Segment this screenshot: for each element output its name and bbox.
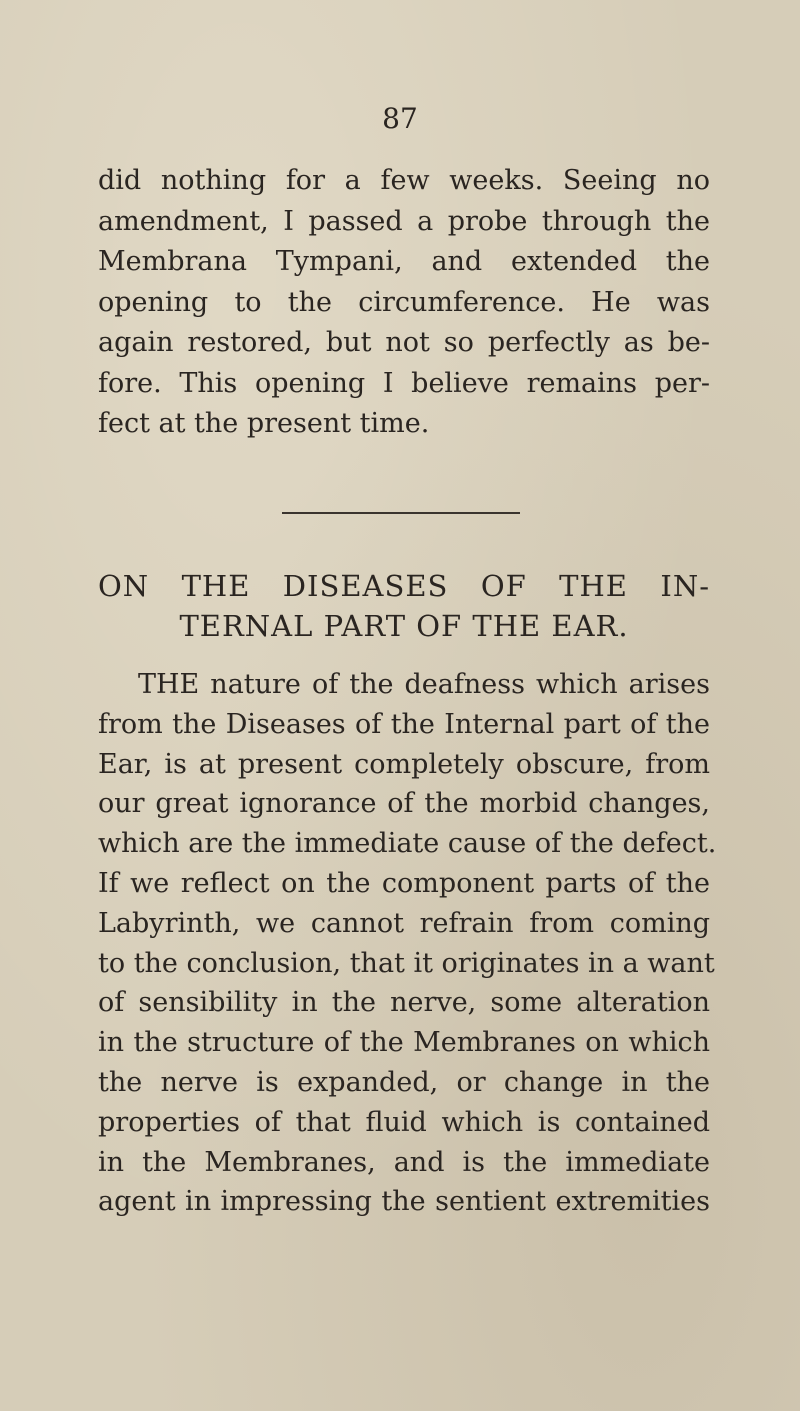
paragraph-text (98, 161, 710, 445)
text-line: the nerve is expanded, or change in the (98, 1066, 710, 1098)
page-number: 87 (382, 102, 418, 135)
paragraph-text (98, 665, 717, 1222)
text-line-first: THE nature of the deafness which arises (138, 669, 710, 700)
text-line: from the Diseases of the Internal part of the (98, 708, 710, 740)
text-line: If we reflect on the component parts of the (98, 867, 710, 899)
text-line: Labyrinth, we cannot refrain from coming (98, 907, 710, 939)
section-heading (98, 566, 710, 646)
section-divider (282, 512, 520, 514)
paragraph-section-body (98, 665, 717, 1222)
text-line: properties of that fluid which is contained (98, 1106, 710, 1138)
text-line: to the conclusion, that it originates in a want (98, 947, 715, 979)
text-line: agent in impressing the sentient extremities (98, 1186, 710, 1218)
text-line: again restored, but not so perfectly as be- (98, 327, 710, 358)
text-line: our great ignorance of the morbid changes, (98, 788, 710, 820)
text-line: amendment, I passed a probe through the (98, 205, 710, 237)
text-line: Membrana Tympani, and extended the (98, 246, 710, 277)
text-line: opening to the circumference. He was (98, 286, 710, 318)
text-line: Ear, is at present completely obscure, from (98, 748, 710, 780)
section-heading-line-2: TERNAL PART OF THE EAR. (179, 609, 629, 643)
text-line: which are the immediate cause of the defect. (98, 828, 717, 860)
text-line: fore. This opening I believe remains per- (98, 367, 710, 399)
text-line: in the structure of the Membranes on which (98, 1027, 710, 1059)
paragraph-continued (98, 161, 710, 445)
text-line: fect at the present time. (98, 408, 430, 439)
text-line: of sensibility in the nerve, some alteration (98, 987, 710, 1019)
text-line: did nothing for a few weeks. Seeing no (98, 165, 710, 196)
text-line: in the Membranes, and is the immediate (98, 1146, 710, 1178)
section-heading-line-1: ON THE DISEASES OF THE IN- (98, 569, 710, 603)
